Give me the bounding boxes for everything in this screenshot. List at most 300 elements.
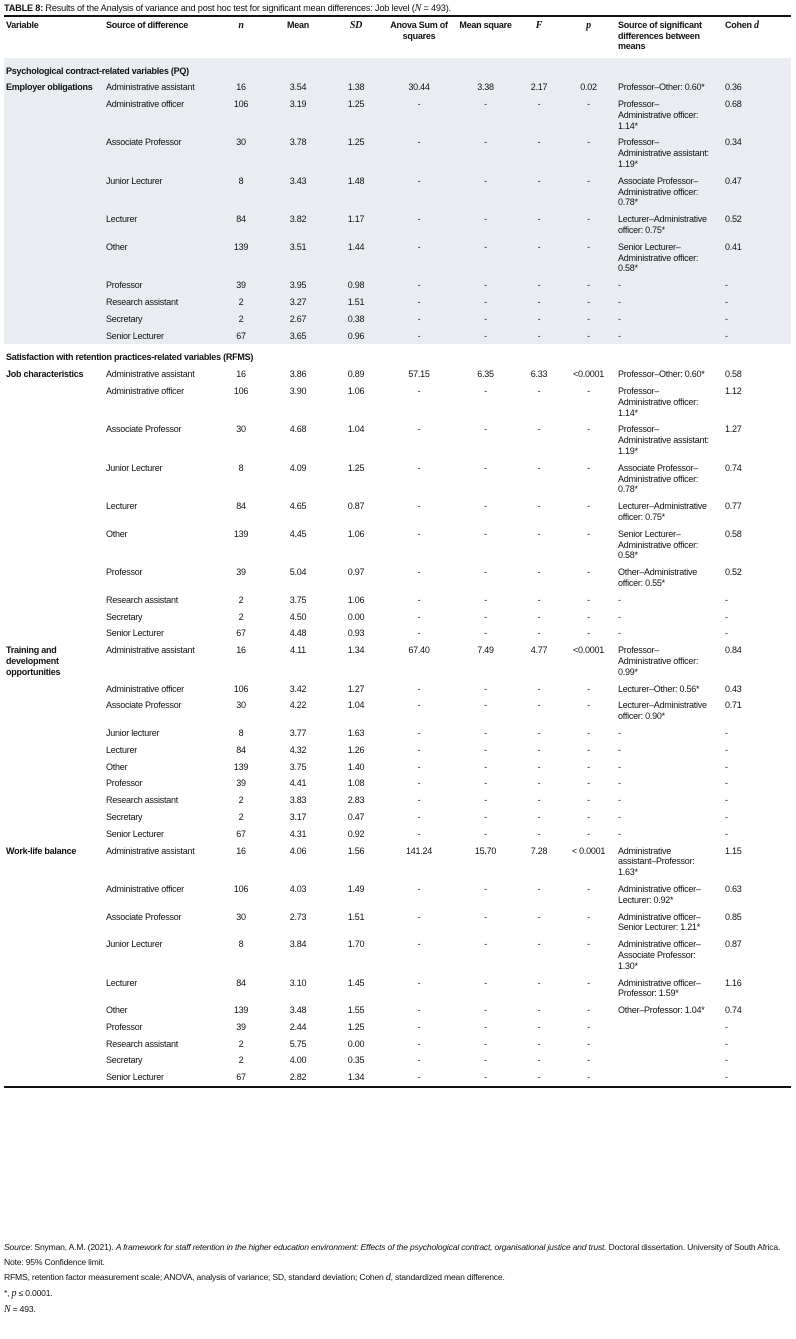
cohen-d-cell: - bbox=[711, 294, 791, 311]
header-n: n bbox=[238, 20, 244, 31]
sig-p: p bbox=[11, 1288, 17, 1299]
n-cell: 16 bbox=[236, 845, 246, 856]
significant-difference-cell: Professor–Administrative officer: 1.14* bbox=[618, 386, 699, 418]
mean-cell: 3.54 bbox=[268, 79, 328, 96]
mean-cell: 3.90 bbox=[289, 386, 307, 397]
sum-of-squares-cell: - bbox=[384, 294, 454, 311]
sum-of-squares-cell: - bbox=[417, 386, 421, 397]
n-cell: 2 bbox=[238, 611, 244, 622]
mean-square-cell: - bbox=[484, 683, 487, 694]
f-value-cell: - bbox=[517, 134, 561, 172]
header-p: p bbox=[586, 20, 591, 31]
cohen-d-cell: - bbox=[725, 828, 728, 839]
mean-cell: 2.73 bbox=[289, 911, 307, 922]
mean-cell: 3.75 bbox=[289, 761, 307, 772]
significant-difference-cell: - bbox=[618, 727, 621, 738]
table-row bbox=[4, 809, 791, 826]
variable-cell: Work-life balance bbox=[6, 845, 77, 856]
mean-cell: 3.27 bbox=[268, 294, 328, 311]
source-cell: Administrative assistant bbox=[106, 369, 195, 380]
cohen-d-cell: 0.63 bbox=[725, 883, 742, 894]
table-row bbox=[4, 239, 791, 277]
mean-cell: 3.83 bbox=[289, 795, 307, 806]
variable-cell bbox=[4, 1002, 104, 1019]
f-value-cell: 6.33 bbox=[530, 369, 548, 380]
mean-square-cell: - bbox=[484, 567, 487, 578]
table-row bbox=[4, 592, 791, 609]
sd-cell: 0.00 bbox=[347, 611, 365, 622]
f-value-cell: - bbox=[537, 1055, 541, 1066]
f-value-cell: - bbox=[517, 239, 561, 277]
cohen-d-cell: - bbox=[725, 1021, 728, 1032]
table-caption bbox=[4, 3, 451, 14]
n-cell: 139 bbox=[233, 528, 249, 539]
n-cell: 39 bbox=[236, 778, 246, 789]
cohen-d-cell: - bbox=[725, 795, 728, 806]
f-value-cell: - bbox=[537, 501, 541, 512]
cohen-d-cell: 0.84 bbox=[725, 645, 742, 656]
mean-square-cell: - bbox=[454, 173, 517, 211]
significant-difference-cell: Other–Administrative officer: 0.55* bbox=[618, 567, 698, 588]
significant-difference-cell: - bbox=[618, 811, 621, 822]
cohen-d-cell: 1.16 bbox=[725, 977, 742, 988]
mean-square-cell: 3.38 bbox=[454, 79, 517, 96]
sum-of-squares-cell: - bbox=[384, 239, 454, 277]
f-value-cell: - bbox=[537, 883, 541, 894]
significant-difference-cell: Lecturer–Administrative officer: 0.90* bbox=[618, 700, 707, 722]
sum-of-squares-cell: - bbox=[417, 778, 421, 789]
header-row bbox=[4, 16, 791, 58]
source-cell: Associate Professor bbox=[106, 424, 182, 435]
mean-cell: 3.51 bbox=[268, 239, 328, 277]
source-cell: Secretary bbox=[106, 1055, 143, 1066]
sum-of-squares-cell: - bbox=[417, 727, 421, 738]
variable-cell bbox=[4, 609, 104, 626]
source-label: Source bbox=[4, 1242, 31, 1252]
p-value-cell: - bbox=[587, 700, 590, 711]
table-row bbox=[4, 1036, 791, 1053]
mean-cell: 4.50 bbox=[289, 611, 307, 622]
source-cell: Professor bbox=[104, 277, 214, 294]
mean-square-cell: - bbox=[484, 883, 487, 894]
significant-difference-cell bbox=[616, 1052, 711, 1069]
sd-cell: 1.06 bbox=[347, 386, 365, 397]
n-cell: 2 bbox=[238, 594, 244, 605]
significant-difference-cell: Lecturer–Other: 0.56* bbox=[618, 683, 700, 694]
sd-cell: 1.56 bbox=[347, 845, 365, 856]
section-title: Satisfaction with retention practices-related variables (RFMS) bbox=[6, 352, 254, 363]
table-notes bbox=[4, 1242, 792, 1320]
sd-cell: 0.47 bbox=[347, 811, 365, 822]
mean-cell: 4.00 bbox=[289, 1055, 307, 1066]
variable-cell bbox=[4, 792, 104, 809]
header-significant-differences: Source of significant differences between means bbox=[618, 20, 702, 51]
mean-cell: 5.04 bbox=[289, 567, 307, 578]
mean-square-cell: - bbox=[484, 594, 487, 605]
source-cell: Research assistant bbox=[106, 594, 179, 605]
variable-cell bbox=[4, 383, 104, 421]
sig-star: *, bbox=[4, 1288, 12, 1298]
header-mean-square: Mean square bbox=[459, 20, 512, 30]
n-cell: 8 bbox=[238, 727, 244, 738]
source-cell: Lecturer bbox=[106, 744, 138, 755]
sum-of-squares-cell: - bbox=[417, 700, 421, 711]
mean-square-cell: - bbox=[484, 778, 487, 789]
cohen-d-cell: - bbox=[711, 311, 791, 328]
sd-cell: 0.92 bbox=[347, 828, 365, 839]
p-value-cell: - bbox=[587, 1038, 590, 1049]
p-value-cell: - bbox=[587, 1055, 590, 1066]
cohen-d-cell: 0.41 bbox=[711, 239, 791, 277]
p-value-cell: - bbox=[561, 311, 616, 328]
source-cell: Administrative assistant bbox=[106, 845, 195, 856]
mean-square-cell: - bbox=[454, 239, 517, 277]
variable-cell bbox=[4, 211, 104, 239]
n-cell: 16 bbox=[236, 369, 246, 380]
source-cell: Senior Lecturer bbox=[106, 1072, 164, 1083]
source-cell: Associate Professor bbox=[106, 700, 182, 711]
significant-difference-cell: Administrative assistant–Professor: 1.63* bbox=[618, 845, 695, 878]
table-row bbox=[4, 421, 791, 459]
sd-cell: 1.63 bbox=[347, 727, 365, 738]
source-rest: Doctoral dissertation. University of South Africa. bbox=[606, 1242, 781, 1252]
sd-cell: 1.26 bbox=[347, 744, 365, 755]
sum-of-squares-cell: - bbox=[417, 939, 421, 950]
sd-cell: 0.96 bbox=[328, 328, 384, 345]
mean-cell: 3.82 bbox=[268, 211, 328, 239]
variable-cell: Job characteristics bbox=[6, 369, 84, 380]
sum-of-squares-cell: - bbox=[417, 1005, 421, 1016]
p-value-cell: - bbox=[561, 96, 616, 134]
table-row bbox=[4, 1052, 791, 1069]
p-value-cell: - bbox=[587, 939, 590, 950]
significant-difference-cell: Administrative officer–Associate Professor: 1.30* bbox=[618, 939, 701, 971]
variable-cell bbox=[4, 809, 104, 826]
table-row bbox=[4, 1019, 791, 1036]
mean-cell: 4.09 bbox=[289, 462, 307, 473]
f-value-cell: - bbox=[537, 386, 541, 397]
p-value-cell: - bbox=[587, 761, 590, 772]
cohen-d-cell: 1.27 bbox=[725, 424, 742, 435]
n-cell: 16 bbox=[214, 79, 268, 96]
f-value-cell: 4.77 bbox=[530, 645, 548, 656]
variable-cell bbox=[4, 909, 104, 937]
mean-square-cell: - bbox=[484, 828, 487, 839]
section-header-row bbox=[4, 344, 791, 366]
significant-difference-cell bbox=[616, 1069, 711, 1087]
variable-cell bbox=[4, 975, 104, 1003]
n-cell: 39 bbox=[236, 1021, 246, 1032]
f-value-cell: - bbox=[537, 1072, 541, 1083]
p-value-cell: <0.0001 bbox=[572, 645, 605, 656]
sd-cell: 0.89 bbox=[347, 369, 365, 380]
sd-cell: 1.34 bbox=[347, 1072, 365, 1083]
p-value-cell: - bbox=[587, 778, 590, 789]
significant-difference-cell: - bbox=[616, 277, 711, 294]
significant-difference-cell: Lecturer–Administrative officer: 0.75* bbox=[618, 501, 707, 522]
sum-of-squares-cell: - bbox=[417, 761, 421, 772]
mean-cell: 3.86 bbox=[289, 369, 307, 380]
sd-cell: 1.70 bbox=[347, 939, 365, 950]
sample-size-note bbox=[4, 1304, 792, 1315]
sum-of-squares-cell: - bbox=[417, 594, 421, 605]
table-row bbox=[4, 775, 791, 792]
table-row bbox=[4, 681, 791, 698]
caption-text: Results of the Analysis of variance and post hoc test for significant mean differences: Job level ( bbox=[45, 3, 415, 13]
variable-cell bbox=[4, 1069, 104, 1087]
mean-cell: 3.78 bbox=[268, 134, 328, 172]
caption-n-symbol: N bbox=[414, 3, 422, 14]
sd-cell: 0.35 bbox=[347, 1055, 365, 1066]
source-cell: Junior Lecturer bbox=[106, 939, 163, 950]
cohen-d-cell: - bbox=[725, 1072, 728, 1083]
mean-square-cell: - bbox=[484, 977, 487, 988]
n-cell: 84 bbox=[214, 211, 268, 239]
cohen-d-cell: 0.36 bbox=[711, 79, 791, 96]
f-value-cell: - bbox=[537, 567, 541, 578]
p-value-cell: - bbox=[561, 134, 616, 172]
cohen-d-cell: 0.58 bbox=[725, 528, 742, 539]
significance-note bbox=[4, 1288, 792, 1299]
table-row bbox=[4, 909, 791, 937]
sd-cell: 1.17 bbox=[328, 211, 384, 239]
caption-n-value: = 493). bbox=[421, 3, 451, 13]
mean-square-cell: - bbox=[484, 501, 487, 512]
source-author: : Snyman, A.M. (2021). bbox=[30, 1242, 116, 1252]
variable-cell bbox=[4, 1019, 104, 1036]
p-value-cell: - bbox=[587, 744, 590, 755]
table-row bbox=[4, 211, 791, 239]
source-cell: Administrative officer bbox=[106, 683, 184, 694]
cohen-d-cell: 0.43 bbox=[725, 683, 742, 694]
significant-difference-cell: Administrative officer–Senior Lecturer: 1.21* bbox=[618, 911, 701, 933]
cohen-d-cell: - bbox=[725, 628, 728, 639]
n-cell: 8 bbox=[214, 173, 268, 211]
mean-cell: 4.41 bbox=[289, 778, 307, 789]
mean-square-cell: - bbox=[454, 328, 517, 345]
variable-cell bbox=[4, 239, 104, 277]
sd-cell: 1.38 bbox=[328, 79, 384, 96]
f-value-cell: - bbox=[537, 462, 541, 473]
cohen-d-cell: 1.15 bbox=[725, 845, 742, 856]
significant-difference-cell bbox=[616, 1019, 711, 1036]
mean-square-cell: - bbox=[484, 727, 487, 738]
source-cell: Other bbox=[106, 528, 128, 539]
f-value-cell: - bbox=[537, 727, 541, 738]
n-cell: 2 bbox=[214, 294, 268, 311]
sd-cell: 1.25 bbox=[347, 1021, 365, 1032]
significant-difference-cell: Professor–Other: 0.60* bbox=[618, 369, 705, 380]
sd-cell: 1.04 bbox=[347, 424, 365, 435]
table-row bbox=[4, 792, 791, 809]
f-value-cell: - bbox=[537, 683, 541, 694]
variable-cell bbox=[4, 421, 104, 459]
f-value-cell: - bbox=[517, 211, 561, 239]
table-row bbox=[4, 277, 791, 294]
mean-cell: 4.32 bbox=[289, 744, 307, 755]
mean-cell: 4.06 bbox=[289, 845, 307, 856]
source-cell: Secretary bbox=[104, 311, 214, 328]
n-cell: 30 bbox=[236, 911, 246, 922]
p-value-cell: 0.02 bbox=[561, 79, 616, 96]
significant-difference-cell: Senior Lecturer–Administrative officer: 0.58* bbox=[616, 239, 711, 277]
mean-square-cell: - bbox=[484, 628, 487, 639]
cohen-d-cell: - bbox=[725, 611, 728, 622]
cohen-d-cell: - bbox=[725, 811, 728, 822]
f-value-cell: 7.28 bbox=[530, 845, 548, 856]
source-cell: Administrative officer bbox=[106, 883, 184, 894]
sd-cell: 1.45 bbox=[347, 977, 365, 988]
sd-cell: 1.06 bbox=[347, 594, 365, 605]
n-cell: 84 bbox=[236, 977, 246, 988]
mean-cell: 2.67 bbox=[268, 311, 328, 328]
mean-cell: 4.03 bbox=[289, 883, 307, 894]
abbrev-post: , standardized mean difference. bbox=[390, 1272, 505, 1282]
variable-cell bbox=[4, 681, 104, 698]
mean-cell: 3.43 bbox=[268, 173, 328, 211]
sum-of-squares-cell: - bbox=[417, 683, 421, 694]
mean-square-cell: - bbox=[484, 1055, 487, 1066]
n-cell: 2 bbox=[238, 1055, 244, 1066]
significant-difference-cell: - bbox=[618, 828, 621, 839]
variable-cell bbox=[4, 725, 104, 742]
variable-cell bbox=[4, 625, 104, 642]
sum-of-squares-cell: 67.40 bbox=[408, 645, 430, 656]
source-cell: Professor bbox=[106, 567, 143, 578]
n-cell: 139 bbox=[233, 1005, 249, 1016]
p-value-cell: - bbox=[587, 883, 590, 894]
mean-cell: 3.10 bbox=[289, 977, 307, 988]
mean-square-cell: - bbox=[484, 1038, 487, 1049]
mean-cell: 4.68 bbox=[289, 424, 307, 435]
table-row bbox=[4, 383, 791, 421]
mean-cell: 5.75 bbox=[289, 1038, 307, 1049]
header-cohen: Cohen bbox=[725, 20, 752, 30]
table-row bbox=[4, 294, 791, 311]
sum-of-squares-cell: - bbox=[417, 501, 421, 512]
n-cell: 106 bbox=[233, 883, 249, 894]
sum-of-squares-cell: - bbox=[417, 611, 421, 622]
p-value-cell: - bbox=[587, 811, 590, 822]
sd-cell: 0.97 bbox=[347, 567, 365, 578]
f-value-cell: - bbox=[537, 424, 541, 435]
variable-cell bbox=[4, 460, 104, 498]
significant-difference-cell: - bbox=[616, 294, 711, 311]
cohen-d-cell: - bbox=[725, 1055, 728, 1066]
mean-cell: 3.84 bbox=[289, 939, 307, 950]
variable-cell bbox=[4, 826, 104, 843]
table-row bbox=[4, 759, 791, 776]
sum-of-squares-cell: - bbox=[417, 528, 421, 539]
variable-cell bbox=[4, 1036, 104, 1053]
source-cell: Research assistant bbox=[106, 795, 179, 806]
source-note bbox=[4, 1242, 792, 1252]
cohen-d-cell: 0.74 bbox=[725, 1005, 742, 1016]
n-cell: 67 bbox=[236, 828, 246, 839]
f-value-cell: - bbox=[537, 1038, 541, 1049]
p-value-cell: <0.0001 bbox=[572, 369, 605, 380]
source-cell: Senior Lecturer bbox=[106, 628, 164, 639]
cohen-d-cell: - bbox=[711, 328, 791, 345]
sum-of-squares-cell: - bbox=[417, 811, 421, 822]
f-value-cell: - bbox=[537, 778, 541, 789]
variable-cell bbox=[4, 526, 104, 564]
table-row bbox=[4, 697, 791, 725]
significant-difference-cell: - bbox=[618, 761, 621, 772]
significant-difference-cell: Associate Professor–Administrative officer: 0.78* bbox=[618, 462, 699, 495]
p-value-cell: - bbox=[587, 462, 590, 473]
source-cell: Junior Lecturer bbox=[104, 173, 214, 211]
source-cell: Associate Professor bbox=[104, 134, 214, 172]
significant-difference-cell: Professor–Administrative officer: 1.14* bbox=[616, 96, 711, 134]
mean-square-cell: - bbox=[484, 611, 487, 622]
sum-of-squares-cell: - bbox=[417, 911, 421, 922]
table-row bbox=[4, 460, 791, 498]
cohen-d-cell: 0.68 bbox=[711, 96, 791, 134]
f-value-cell: - bbox=[517, 311, 561, 328]
sum-of-squares-cell: - bbox=[417, 1055, 421, 1066]
sum-of-squares-cell: - bbox=[384, 311, 454, 328]
anova-table bbox=[4, 15, 791, 1088]
cohen-d-cell: 0.47 bbox=[711, 173, 791, 211]
caption-label: TABLE 8: bbox=[4, 3, 44, 13]
cohen-d-cell: 0.74 bbox=[725, 462, 742, 473]
table-row bbox=[4, 642, 791, 680]
sum-of-squares-cell: - bbox=[417, 977, 421, 988]
cohen-d-cell: 1.12 bbox=[725, 386, 742, 397]
sd-cell: 1.48 bbox=[328, 173, 384, 211]
table-row bbox=[4, 564, 791, 592]
table-row bbox=[4, 936, 791, 974]
sd-cell: 1.25 bbox=[328, 134, 384, 172]
mean-square-cell: - bbox=[484, 939, 487, 950]
n-cell: 30 bbox=[236, 700, 246, 711]
header-anova: Anova Sum of squares bbox=[390, 20, 448, 41]
mean-cell: 3.77 bbox=[289, 727, 307, 738]
p-value-cell: - bbox=[587, 1005, 590, 1016]
sd-cell: 0.93 bbox=[347, 628, 365, 639]
f-value-cell: 2.17 bbox=[517, 79, 561, 96]
source-cell: Research assistant bbox=[104, 294, 214, 311]
significant-difference-cell: - bbox=[618, 778, 621, 789]
table-row bbox=[4, 526, 791, 564]
abbreviations-note bbox=[4, 1272, 792, 1283]
p-value-cell: - bbox=[561, 173, 616, 211]
mean-square-cell: - bbox=[484, 1072, 487, 1083]
sum-of-squares-cell: - bbox=[417, 828, 421, 839]
table-row bbox=[4, 1069, 791, 1087]
source-cell: Professor bbox=[106, 1021, 143, 1032]
table-row bbox=[4, 975, 791, 1003]
significant-difference-cell: Professor–Administrative officer: 0.99* bbox=[618, 645, 699, 677]
table-row bbox=[4, 1002, 791, 1019]
f-value-cell: - bbox=[537, 611, 541, 622]
cohen-d-cell: - bbox=[711, 277, 791, 294]
variable-cell bbox=[4, 775, 104, 792]
sd-cell: 1.06 bbox=[347, 528, 365, 539]
p-value-cell: - bbox=[587, 977, 590, 988]
mean-cell: 4.45 bbox=[289, 528, 307, 539]
abbrev-pre: RFMS, retention factor measurement scale; ANOVA, analysis of variance; SD, standard deviation; Cohen bbox=[4, 1272, 386, 1282]
cohen-d-cell: 0.34 bbox=[711, 134, 791, 172]
table-row bbox=[4, 609, 791, 626]
table-row bbox=[4, 742, 791, 759]
header-mean: Mean bbox=[286, 20, 309, 30]
mean-cell: 4.48 bbox=[289, 628, 307, 639]
mean-square-cell: - bbox=[484, 911, 487, 922]
n-cell: 106 bbox=[214, 96, 268, 134]
cohen-d-cell: 0.85 bbox=[725, 911, 742, 922]
